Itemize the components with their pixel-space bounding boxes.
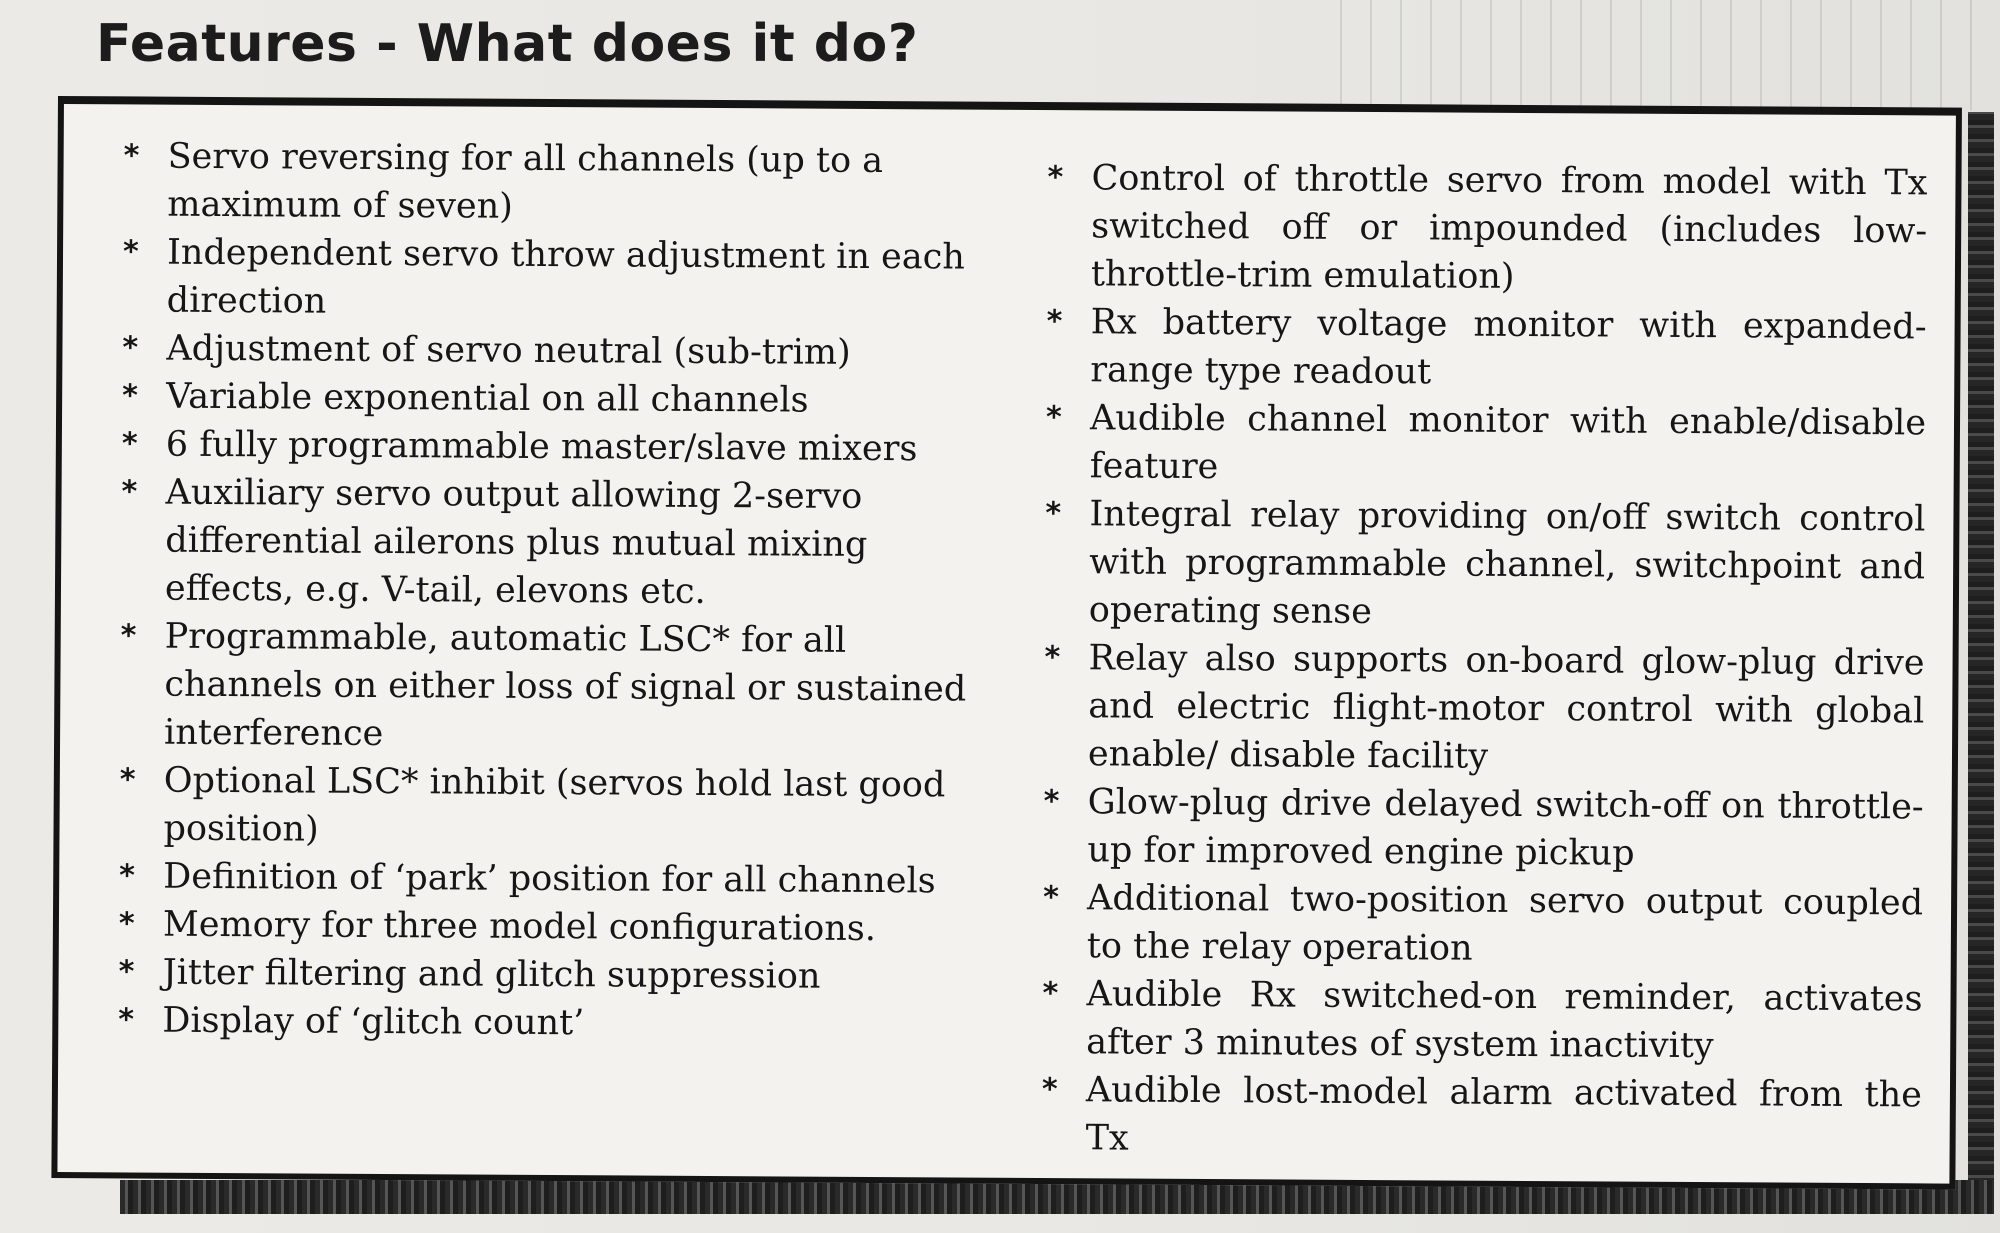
bleed-through-text: [1340, 0, 2000, 110]
feature-item: [1042, 970, 1923, 1071]
feature-text: Relay also supports on-board glow-plug drive and electric flight-motor control with global enable/ disable facility: [1087, 638, 1925, 777]
box-shadow-right: [1968, 112, 1994, 1212]
bullet-icon: *: [1047, 160, 1064, 196]
bullet-icon: *: [1042, 976, 1059, 1012]
bullet-icon: *: [1045, 400, 1062, 436]
feature-item: [1042, 1066, 1923, 1167]
feature-item: [118, 996, 998, 1049]
feature-item: [121, 468, 1002, 617]
feature-text: Audible Rx switched-on reminder, activates after 3 minutes of system inactivity: [1086, 974, 1923, 1067]
bullet-icon: *: [1041, 1072, 1058, 1108]
feature-item: [1045, 490, 1926, 639]
bullet-icon: *: [119, 762, 136, 798]
bullet-icon: *: [118, 1002, 135, 1038]
feature-item: [119, 948, 999, 1001]
feature-item: [1043, 778, 1924, 879]
feature-text: Audible channel monitor with enable/disable feature: [1089, 398, 1927, 488]
feature-item: [1043, 874, 1924, 975]
bullet-icon: *: [123, 138, 140, 174]
bullet-icon: *: [118, 906, 135, 942]
feature-item: [123, 228, 1004, 329]
bullet-icon: *: [122, 234, 139, 270]
bullet-icon: *: [121, 474, 138, 510]
features-box: [51, 96, 1962, 1190]
feature-text: Definition of ‘park’ position for all channels: [163, 856, 936, 902]
feature-text: Optional LSC* inhibit (servos hold last good position): [163, 760, 946, 850]
bullet-icon: *: [122, 330, 139, 366]
feature-item: [122, 420, 1002, 473]
feature-item: [1046, 394, 1927, 495]
feature-item: [1046, 298, 1927, 399]
feature-text: Servo reversing for all channels (up to a maximum of seven): [167, 136, 884, 227]
feature-item: [1044, 634, 1925, 783]
bullet-icon: *: [118, 954, 135, 990]
feature-text: Audible lost-model alarm activated from the Tx: [1085, 1070, 1923, 1159]
feature-text: 6 fully programmable master/slave mixers: [165, 424, 918, 470]
bullet-icon: *: [121, 426, 138, 462]
features-left-column: [118, 132, 1004, 1049]
feature-text: Variable exponential on all channels: [166, 376, 809, 421]
bullet-icon: *: [1043, 880, 1059, 916]
feature-text: Adjustment of servo neutral (sub-trim): [166, 328, 851, 373]
feature-text: Integral relay providing on/off switch control with programmable channel, switchpoint and operating sense: [1088, 494, 1926, 633]
feature-text: Jitter filtering and glitch suppression: [162, 952, 821, 997]
feature-text: Auxiliary servo output allowing 2-servo differential ailerons plus mutual mixing effects, e.g. V-tail, elevons etc.: [164, 472, 868, 612]
bullet-icon: *: [1044, 640, 1061, 676]
feature-text: Rx battery voltage monitor with expanded-range type readout: [1090, 302, 1927, 393]
feature-item: [119, 852, 999, 905]
feature-item: [119, 756, 1000, 857]
feature-text: Independent servo throw adjustment in each direction: [166, 232, 965, 322]
page-title: Features - What does it do?: [96, 14, 919, 74]
feature-item: [122, 372, 1002, 425]
bullet-icon: *: [119, 858, 136, 894]
feature-text: Additional two-position servo output coupled to the relay operation: [1086, 878, 1924, 969]
feature-text: Display of ‘glitch count’: [162, 1000, 585, 1044]
feature-item: [120, 612, 1001, 761]
feature-item: [123, 132, 1004, 233]
feature-text: Memory for three model configurations.: [162, 904, 877, 950]
features-right-column: [1042, 154, 1928, 1167]
feature-text: Control of throttle servo from model with Tx switched off or impounded (includes low-throttle-trim emulation): [1090, 158, 1928, 297]
feature-text: Programmable, automatic LSC* for all channels on either loss of signal or sustained interference: [163, 616, 967, 754]
feature-item: [1047, 154, 1928, 303]
feature-text: Glow-plug drive delayed switch-off on throttle-up for improved engine pickup: [1087, 782, 1924, 874]
bullet-icon: *: [1046, 304, 1063, 340]
bullet-icon: *: [122, 378, 138, 414]
bullet-icon: *: [120, 618, 137, 654]
feature-item: [119, 900, 999, 953]
feature-item: [122, 324, 1002, 377]
bullet-icon: *: [1045, 496, 1062, 532]
bullet-icon: *: [1043, 784, 1060, 820]
